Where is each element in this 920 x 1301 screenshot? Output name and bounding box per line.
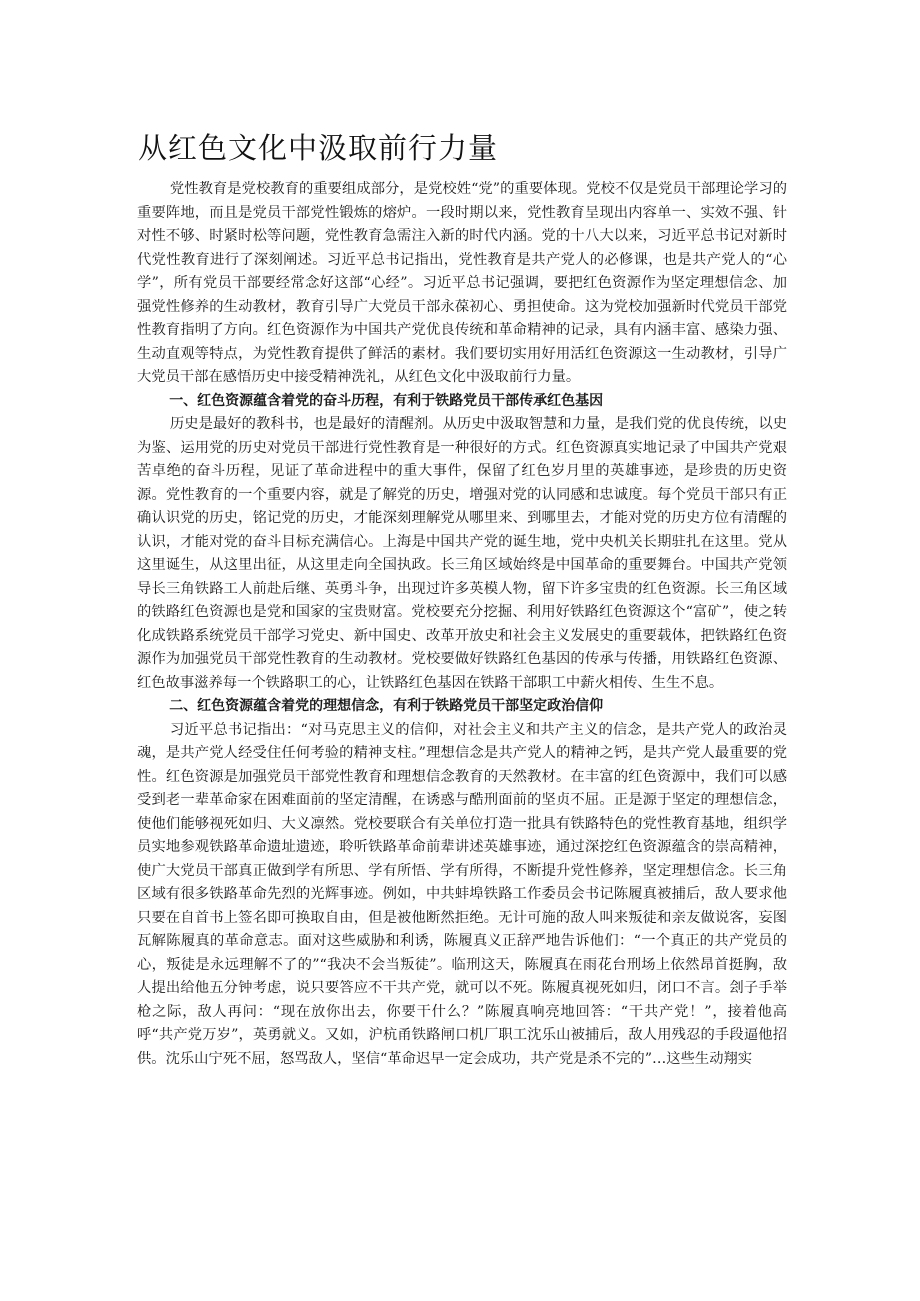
document-body	[137, 178, 787, 1071]
section-heading-1: 一、红色资源蕴含着党的奋斗历程，有利于铁路党员干部传承红色基因	[169, 392, 604, 409]
document-title: 从红色文化中汲取前行力量	[138, 131, 499, 165]
paragraph-section-1: 历史是最好的教科书，也是最好的清醒剂。从历史中汲取智慧和力量，是我们党的优良传统，以史为鉴、运用党的历史对党员干部进行党性教育是一种很好的方式。红色资源真实地记录了中国共产党艰苦卓绝的奋斗历程，见证了革命进程中的重大事件，保留了红色岁月里的英雄事迹，是珍贵的历史资源。党性教育的一个重要内容，就是了解党的历史，增强对党的认同感和忠诚度。每个党员干部只有正确认识党的历史，铭记党的历史，才能深刻理解党从哪里来、到哪里去，才能对党的历史方位有清醒的认识，才能对党的奋斗目标充满信心。上海是中国共产党的诞生地，党中央机关长期驻扎在这里。党从这里诞生，从这里出征，从这里走向全国执政。长三角区域始终是中国革命的重要舞台。中国共产党领导长三角铁路工人前赴后继、英勇斗争，出现过许多英模人物，留下许多宝贵的红色资源。长三角区域的铁路红色资源也是党和国家的宝贵财富。党校要充分挖掘、利用好铁路红色资源这个“富矿”，使之转化成铁路系统党员干部学习党史、新中国史、改革开放史和社会主义发展史的重要载体，把铁路红色资源作为加强党员干部党性教育的生动教材。党校要做好铁路红色基因的传承与传播，用铁路红色资源、红色故事滋养每一个铁路职工的心，让铁路红色基因在铁路干部职工中薪火相传、生生不息。	[137, 416, 787, 691]
paragraph-intro: 党性教育是党校教育的重要组成部分，是党校姓“党”的重要体现。党校不仅是党员干部理论学习的重要阵地，而且是党员干部党性锻炼的熔炉。一段时期以来，党性教育呈现出内容单一、实效不强、针对性不够、时紧时松等问题，党性教育急需注入新的时代内涵。党的十八大以来，习近平总书记对新时代党性教育进行了深刻阐述。习近平总书记指出，党性教育是共产党人的必修课，也是共产党人的“心学”，所有党员干部要经常念好这部“心经”。习近平总书记强调，要把红色资源作为坚定理想信念、加强党性修养的生动教材，教育引导广大党员干部永葆初心、勇担使命。这为党校加强新时代党员干部党性教育指明了方向。红色资源作为中国共产党优良传统和革命精神的记录，具有内涵丰富、感染力强、生动直观等特点，为党性教育提供了鲜活的素材。我们要切实用好用活红色资源这一生动教材，引导广大党员干部在感悟历史中接受精神洗礼，从红色文化中汲取前行力量。	[137, 181, 787, 385]
section-heading-2: 二、红色资源蕴含着党的理想信念，有利于铁路党员干部坚定政治信仰	[169, 698, 604, 714]
paragraph-section-2: 习近平总书记指出：“对马克思主义的信仰，对社会主义和共产主义的信念，是共产党人的政治灵魂，是共产党人经受住任何考验的精神支柱。”理想信念是共产党人的精神之钙，是共产党人最重要的党性。红色资源是加强党员干部党性教育和理想信念教育的天然教材。在丰富的红色资源中，我们可以感受到老一辈革命家在困难面前的坚定清醒，在诱惑与酷刑面前的坚贞不屈。正是源于坚定的理想信念，使他们能够视死如归、大义凛然。党校要联合有关单位打造一批具有铁路特色的党性教育基地，组织学员实地参观铁路革命遗址遗迹，聆听铁路革命前辈讲述英雄事迹，通过深挖红色资源蕴含的崇高精神，使广大党员干部真正做到学有所思、学有所悟、学有所得，不断提升党性修养，坚定理想信念。长三角区域有很多铁路革命先烈的光辉事迹。例如，中共蚌埠铁路工作委员会书记陈履真被捕后，敌人要求他只要在自首书上签名即可换取自由，但是被他断然拒绝。无计可施的敌人叫来叛徒和亲友做说客，妄图瓦解陈履真的革命意志。面对这些威胁和利诱，陈履真义正辞严地告诉他们：“一个真正的共产党员的心，叛徒是永远理解不了的”“我决不会当叛徒”。临刑这天，陈履真在雨花台刑场上依然昂首挺胸，敌人提出给他五分钟考虑，说只要答应不干共产党，就可以不死。陈履真视死如归，闭口不言。刽子手举枪之际，敌人再问：“现在放你出去，你要干什么？”陈履真响亮地回答：“干共产党！”，接着他高呼“共产党万岁”，英勇就义。又如，沪杭甬铁路闸口机厂职工沈乐山被捕后，敌人用残忍的手段逼他招供。沈乐山宁死不屈，怒骂敌人，坚信“革命迟早一定会成功，共产党是杀不完的”…这些生动翔实	[137, 721, 787, 1067]
